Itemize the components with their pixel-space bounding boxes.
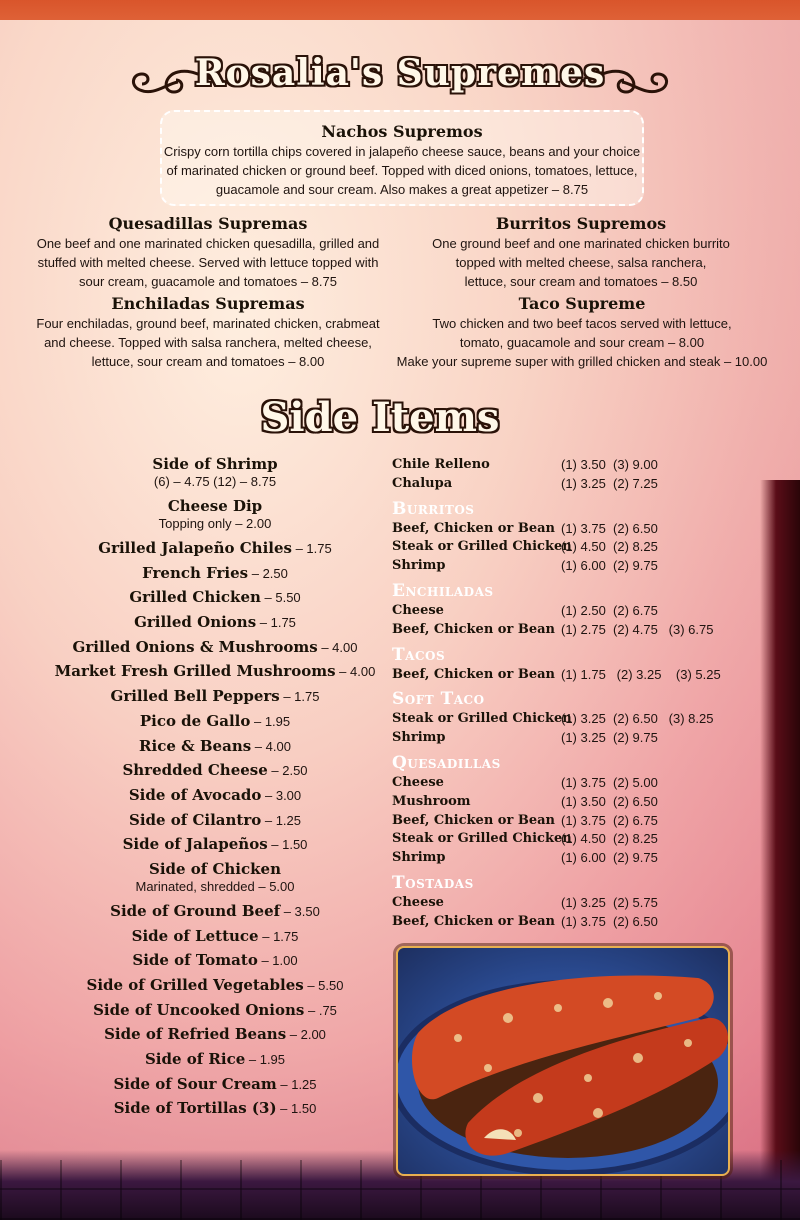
price-row-name: Cheese bbox=[392, 774, 444, 790]
price-row-prices: (1) 3.75 (2) 6.75 bbox=[561, 812, 658, 828]
side-item-block bbox=[50, 857, 380, 899]
side-item-row bbox=[50, 998, 380, 1023]
supreme-item-burritos bbox=[398, 214, 764, 291]
side-item-row bbox=[50, 610, 380, 635]
supreme-desc-line: tomato, guacamole and sour cream – 8.00 bbox=[459, 335, 705, 350]
page-title: Rosalia's Supremes bbox=[194, 52, 606, 94]
featured-item-box bbox=[160, 110, 644, 206]
side-item-price: – 1.95 bbox=[245, 1052, 286, 1068]
side-item-row bbox=[50, 684, 380, 709]
side-item-price: – 3.00 bbox=[261, 787, 302, 803]
price-row-name: Shrimp bbox=[392, 850, 446, 866]
side-item-row bbox=[50, 832, 380, 857]
featured-desc-line: guacamole and sour cream. Also makes a great appetizer – 8.75 bbox=[215, 182, 589, 197]
price-row-name: Shrimp bbox=[392, 730, 446, 746]
side-item-name: Grilled Jalapeño Chiles bbox=[98, 539, 292, 557]
side-item-name: Market Fresh Grilled Mushrooms bbox=[54, 662, 336, 681]
side-item-row bbox=[50, 561, 380, 586]
side-item-row bbox=[50, 899, 380, 924]
side-item-name: Side of Ground Beef bbox=[110, 901, 281, 920]
price-row-prices: (1) 3.50 (2) 6.50 bbox=[561, 793, 658, 809]
side-item-price: – 2.50 bbox=[267, 763, 308, 779]
side-item-row bbox=[50, 1072, 380, 1097]
price-row-name: Chalupa bbox=[392, 475, 453, 491]
side-item-price: – .75 bbox=[304, 1002, 337, 1018]
side-item-name: Side of Grilled Vegetables bbox=[86, 976, 304, 994]
side-item-price: – 1.95 bbox=[250, 713, 291, 729]
side-item-price: – 1.00 bbox=[257, 953, 298, 969]
price-row-prices: (1) 4.50 (2) 8.25 bbox=[561, 539, 658, 555]
price-row-prices: (1) 4.50 (2) 8.25 bbox=[561, 831, 658, 847]
side-item-price: – 1.75 bbox=[258, 928, 299, 944]
featured-desc-line: of marinated chicken or ground beef. Topped with diced onions, tomatoes, lettuce, bbox=[166, 163, 638, 178]
side-item-row bbox=[50, 924, 380, 949]
side-item-name: Side of Shrimp bbox=[152, 455, 278, 473]
price-row-prices: (1) 3.25 (2) 7.25 bbox=[561, 475, 658, 491]
price-row-prices: (1) 6.00 (2) 9.75 bbox=[561, 850, 658, 866]
price-row-prices: (1) 3.75 (2) 6.50 bbox=[561, 520, 658, 536]
side-item-price: Marinated, shredded – 5.00 bbox=[135, 878, 295, 894]
side-item-price: – 4.00 bbox=[317, 639, 358, 655]
side-item-row bbox=[50, 585, 380, 610]
side-item-row bbox=[50, 808, 380, 833]
price-row bbox=[392, 849, 752, 868]
price-row-prices: (1) 1.75 (2) 3.25 (3) 5.25 bbox=[561, 666, 721, 682]
price-row bbox=[392, 729, 752, 748]
side-item-name: Rice & Beans bbox=[139, 736, 252, 755]
supreme-desc-line: stuffed with melted cheese. Served with lettuce topped with bbox=[37, 255, 379, 270]
price-row-name: Beef, Chicken or Bean bbox=[392, 812, 555, 828]
side-item-name: Grilled Chicken bbox=[129, 588, 261, 607]
side-item-price: (6) – 4.75 (12) – 8.75 bbox=[153, 474, 277, 489]
price-row-prices: (1) 3.50 (3) 9.00 bbox=[561, 457, 658, 472]
side-item-row bbox=[50, 948, 380, 973]
price-row bbox=[392, 602, 752, 621]
side-item-name: Side of Rice bbox=[144, 1050, 246, 1069]
category-heading: Tacos bbox=[392, 644, 446, 665]
price-row bbox=[392, 774, 752, 793]
side-item-name: French Fries bbox=[142, 563, 249, 582]
price-row bbox=[392, 913, 752, 932]
price-row-prices: (1) 2.50 (2) 6.75 bbox=[561, 602, 658, 618]
price-row bbox=[392, 894, 752, 913]
price-row bbox=[392, 456, 752, 475]
supreme-item-quesadillas bbox=[28, 214, 388, 291]
side-item-row bbox=[50, 709, 380, 734]
price-row bbox=[392, 557, 752, 576]
supreme-desc-line: and cheese. Topped with salsa ranchera, melted cheese, bbox=[44, 335, 372, 350]
side-item-row bbox=[50, 635, 380, 660]
price-row bbox=[392, 710, 752, 729]
price-row-prices: (1) 6.00 (2) 9.75 bbox=[561, 558, 658, 574]
side-item-row bbox=[50, 1022, 380, 1047]
supreme-item-name: Taco Supreme bbox=[518, 294, 646, 313]
price-row bbox=[392, 830, 752, 849]
supreme-desc-line: One ground beef and one marinated chicken burrito bbox=[432, 236, 730, 251]
side-item-price: – 1.75 bbox=[291, 541, 332, 556]
price-row-name: Chile Relleno bbox=[392, 457, 490, 472]
supreme-desc-line: lettuce, sour cream and tomatoes – 8.50 bbox=[464, 274, 698, 289]
supreme-desc-line: lettuce, sour cream and tomatoes – 8.00 bbox=[91, 354, 325, 369]
side-item-row bbox=[50, 659, 380, 684]
supreme-item-name: Burritos Supremos bbox=[495, 214, 667, 233]
side-item-row bbox=[50, 783, 380, 808]
price-row-name: Steak or Grilled Chicken bbox=[392, 539, 572, 555]
side-item-price: – 1.25 bbox=[261, 812, 302, 828]
side-item-price: – 5.50 bbox=[260, 590, 301, 606]
side-item-name: Side of Cilantro bbox=[128, 810, 262, 829]
price-row-prices: (1) 3.25 (2) 9.75 bbox=[561, 730, 658, 746]
price-row bbox=[392, 621, 752, 640]
price-row-name: Steak or Grilled Chicken bbox=[392, 711, 572, 727]
side-item-price: – 4.00 bbox=[251, 738, 291, 754]
price-row bbox=[392, 812, 752, 831]
price-row-prices: (1) 3.75 (2) 5.00 bbox=[561, 774, 658, 790]
category-heading: Soft Taco bbox=[392, 689, 485, 710]
side-items-title: Side Items bbox=[260, 394, 500, 441]
background-right-edge bbox=[760, 480, 800, 1220]
side-item-price: – 2.00 bbox=[286, 1027, 326, 1043]
category-heading: Burritos bbox=[392, 498, 475, 519]
price-row bbox=[392, 666, 752, 685]
price-row bbox=[392, 793, 752, 812]
price-row-prices: (1) 3.75 (2) 6.50 bbox=[561, 913, 658, 929]
side-item-name: Side of Jalapeños bbox=[122, 835, 268, 854]
side-item-name: Shredded Cheese bbox=[122, 761, 268, 780]
price-row-name: Cheese bbox=[392, 602, 444, 618]
side-item-price: – 1.25 bbox=[276, 1076, 317, 1092]
side-item-price: – 3.50 bbox=[280, 903, 320, 919]
supreme-item-enchiladas bbox=[28, 294, 388, 371]
price-row-prices: (1) 3.25 (2) 6.50 (3) 8.25 bbox=[561, 711, 714, 727]
supreme-item-name: Quesadillas Supremas bbox=[108, 214, 308, 233]
side-item-price: – 5.50 bbox=[303, 978, 344, 993]
side-item-block bbox=[50, 494, 380, 536]
burrito-plate-image bbox=[398, 948, 730, 1176]
price-row-name: Steak or Grilled Chicken bbox=[392, 831, 572, 847]
side-item-name: Side of Uncooked Onions bbox=[93, 1000, 305, 1019]
supreme-desc-line: One beef and one marinated chicken quesadilla, grilled and bbox=[36, 236, 380, 251]
side-item-block bbox=[50, 452, 380, 494]
side-item-price: – 1.50 bbox=[276, 1101, 317, 1117]
price-row-prices: (1) 3.25 (2) 5.75 bbox=[561, 894, 658, 910]
side-item-row bbox=[50, 1047, 380, 1072]
side-item-price: – 2.50 bbox=[248, 565, 288, 581]
side-item-price: – 4.00 bbox=[335, 664, 376, 680]
side-item-row bbox=[50, 536, 380, 561]
side-item-name: Side of Tortillas (3) bbox=[113, 1099, 277, 1118]
side-item-name: Side of Tomato bbox=[132, 951, 258, 970]
supreme-desc-line: sour cream, guacamole and tomatoes – 8.75 bbox=[79, 274, 337, 289]
side-item-price: – 1.75 bbox=[256, 615, 296, 631]
price-row-name: Beef, Chicken or Bean bbox=[392, 520, 555, 536]
price-row bbox=[392, 538, 752, 557]
price-row-name: Beef, Chicken or Bean bbox=[392, 666, 555, 682]
price-row-name: Beef, Chicken or Bean bbox=[392, 913, 555, 929]
side-item-row bbox=[50, 758, 380, 783]
side-item-price: – 1.50 bbox=[267, 837, 308, 853]
side-item-name: Side of Refried Beans bbox=[104, 1025, 287, 1044]
side-item-row bbox=[50, 1096, 380, 1121]
side-item-name: Side of Lettuce bbox=[131, 926, 259, 945]
featured-desc-line: Crispy corn tortilla chips covered in jalapeño cheese sauce, beans and your choice bbox=[163, 144, 641, 159]
side-item-row bbox=[50, 973, 380, 998]
burrito-plate-photo bbox=[396, 946, 730, 1176]
supreme-desc-line: Four enchiladas, ground beef, marinated chicken, crabmeat bbox=[36, 316, 380, 331]
price-row-name: Beef, Chicken or Bean bbox=[392, 621, 555, 637]
supreme-item-name: Enchiladas Supremas bbox=[111, 294, 305, 313]
side-items-list bbox=[50, 452, 380, 1121]
price-table bbox=[392, 456, 752, 932]
featured-item-name: Nachos Supremos bbox=[321, 122, 483, 141]
side-item-name: Cheese Dip bbox=[167, 497, 263, 515]
supreme-desc-line: topped with melted cheese, salsa ranchera, bbox=[455, 255, 707, 270]
supreme-item-taco bbox=[392, 294, 772, 371]
supreme-desc-line: Make your supreme super with grilled chicken and steak – 10.00 bbox=[396, 354, 768, 369]
category-heading: Quesadillas bbox=[392, 752, 501, 773]
price-row bbox=[392, 475, 752, 494]
side-item-name: Pico de Gallo bbox=[139, 711, 251, 730]
price-row-name: Cheese bbox=[392, 894, 444, 910]
supreme-desc-line: Two chicken and two beef tacos served with lettuce, bbox=[432, 316, 732, 331]
side-item-name: Grilled Onions bbox=[134, 613, 257, 632]
side-item-name: Grilled Onions & Mushrooms bbox=[72, 637, 318, 656]
side-item-name: Side of Avocado bbox=[128, 785, 262, 804]
side-item-price: Topping only – 2.00 bbox=[158, 516, 272, 531]
side-item-name: Side of Chicken bbox=[149, 859, 281, 878]
category-heading: Tostadas bbox=[392, 872, 474, 893]
side-item-price: – 1.75 bbox=[279, 689, 320, 705]
category-heading: Enchiladas bbox=[392, 580, 494, 601]
price-row bbox=[392, 520, 752, 539]
side-item-row bbox=[50, 734, 380, 759]
price-row-name: Shrimp bbox=[392, 558, 446, 574]
side-item-name: Side of Sour Cream bbox=[113, 1074, 277, 1093]
price-row-prices: (1) 2.75 (2) 4.75 (3) 6.75 bbox=[561, 621, 714, 637]
price-row-name: Mushroom bbox=[392, 793, 471, 809]
side-item-name: Grilled Bell Peppers bbox=[110, 687, 280, 706]
